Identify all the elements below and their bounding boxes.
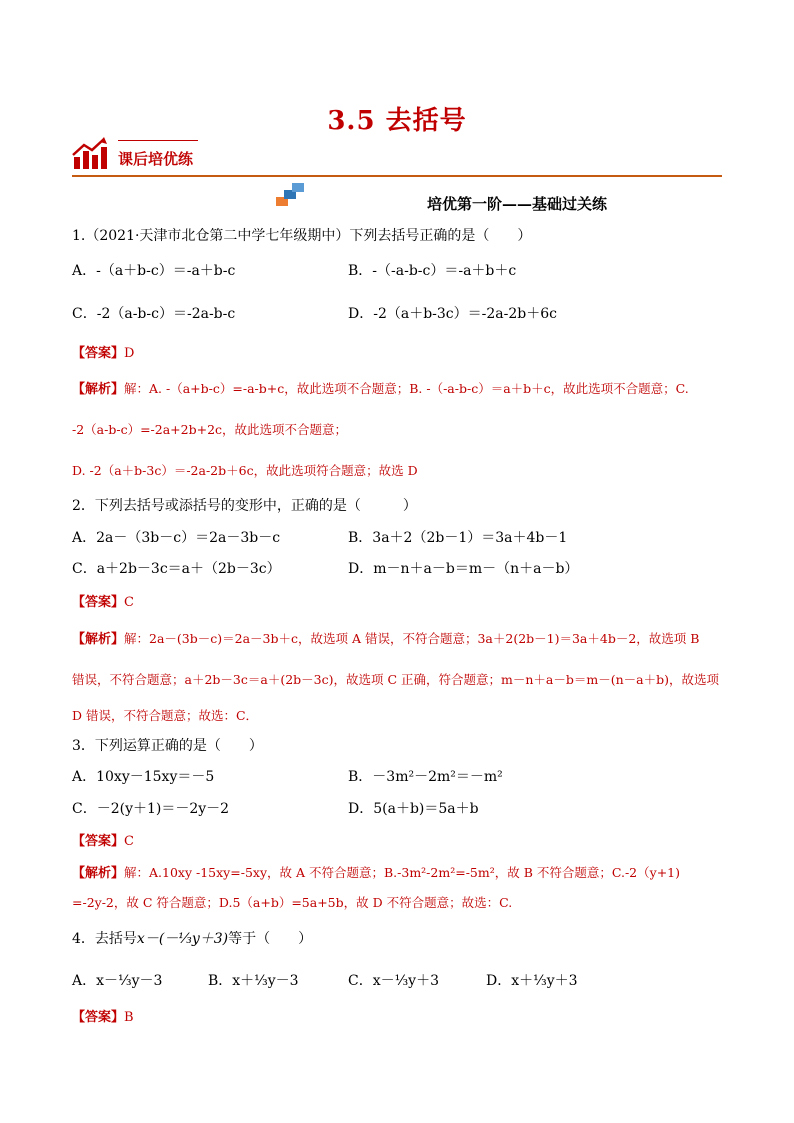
q3-option-d: D．5(a＋b)＝5a＋b xyxy=(348,801,479,817)
chart-arrow-icon xyxy=(72,137,108,171)
q3-explanation-text1: 解：A.10xy -15xy=-5xy，故 A 不符合题意；B.-3m²-2m²=-5m²，故 B 不符合题意；C.-2（y+1) xyxy=(124,865,681,880)
q1-explanation-line3: D. -2（a＋b-3c）＝-2a-2b＋6c，故此选项符合题意；故选 D xyxy=(72,463,418,478)
q1-option-b: B．-（-a-b-c）＝-a＋b＋c xyxy=(348,263,517,279)
answer-label: 【答案】 xyxy=(72,834,125,849)
q4-stem-expression: x－(－⅓y＋3) xyxy=(136,931,229,947)
q4-answer-value: B xyxy=(124,1010,134,1025)
sub-title: 培优第一阶——基础过关练 xyxy=(426,195,607,213)
answer-label: 【答案】 xyxy=(72,595,125,610)
answer-label: 【答案】 xyxy=(72,346,125,361)
q3-option-a: A．10xy－15xy＝－5 xyxy=(72,769,215,785)
explanation-label: 【解析】 xyxy=(72,382,125,397)
q1-option-c: C．-2（a-b-c）＝-2a-b-c xyxy=(72,306,236,322)
q2-option-a: A．2a－（3b－c）＝2a－3b－c xyxy=(72,530,281,546)
q1-explanation-line2: -2（a-b-c）=-2a+2b+2c，故此选项不合题意； xyxy=(72,422,348,437)
q3-explanation-line2: =-2y-2，故 C 符合题意；D.5（a+b）=5a+5b，故 D 不符合题意；故选：C. xyxy=(72,895,513,910)
q2-option-c: C．a＋2b－3c＝a＋（2b－3c） xyxy=(72,561,281,577)
section-label: 课后培优练 xyxy=(118,150,194,168)
answer-label: 【答案】 xyxy=(72,1010,125,1025)
q3-option-c: C．－2(y＋1)＝－2y－2 xyxy=(72,801,230,817)
q4-answer xyxy=(72,1006,134,1025)
q2-answer xyxy=(72,591,134,610)
q4-stem xyxy=(72,930,312,948)
section-divider-bottom xyxy=(72,175,722,177)
q1-explanation-line1 xyxy=(72,378,689,397)
q3-answer xyxy=(72,830,134,849)
q3-option-b: B．－3m²－2m²＝－m² xyxy=(348,769,503,785)
q2-explanation-line3: D 错误，不符合题意；故选：C． xyxy=(72,708,259,723)
q2-option-b: B．3a＋2（2b－1）＝3a＋4b－1 xyxy=(348,530,568,546)
q2-stem: 2．下列去括号或添括号的变形中，正确的是（ ） xyxy=(72,498,417,514)
section-divider-top xyxy=(118,140,198,141)
explanation-label: 【解析】 xyxy=(72,866,125,881)
q4-stem-post: 等于（ ） xyxy=(228,931,313,947)
q2-explanation-line1 xyxy=(72,628,699,647)
q4-option-b: B．x＋⅓y－3 xyxy=(208,973,299,989)
q3-stem: 3．下列运算正确的是（ ） xyxy=(72,738,263,754)
explanation-label: 【解析】 xyxy=(72,632,125,647)
q2-explanation-text1: 解：2a－(3b－c)＝2a－3b＋c，故选项 A 错误，不符合题意；3a＋2(2b－1)＝3a＋4b－2，故选项 B xyxy=(124,631,700,646)
q4-option-a: A．x－⅓y－3 xyxy=(72,973,163,989)
q1-answer-value: D xyxy=(124,346,135,361)
q4-option-d: D．x＋⅓y＋3 xyxy=(486,973,578,989)
q4-stem-pre: 4．去括号 xyxy=(72,931,137,947)
q1-explanation-text1: 解：A. -（a+b-c）=-a-b+c，故此选项不合题意；B. -（-a-b-c）＝a＋b＋c，故此选项不合题意；C. xyxy=(124,381,689,396)
q2-explanation-line2: 错误，不符合题意；a＋2b－3c＝a＋(2b－3c)，故选项 C 正确，符合题意；m－n＋a－b＝m－(n－a＋b)，故选项 xyxy=(72,672,719,687)
q1-stem: 1.（2021·天津市北仓第二中学七年级期中）下列去括号正确的是（ ） xyxy=(72,228,532,244)
page-title: 3.5 去括号 xyxy=(327,106,467,136)
q3-answer-value: C xyxy=(124,834,134,849)
q3-explanation-line1 xyxy=(72,862,680,881)
q1-option-d: D．-2（a＋b-3c）＝-2a-2b＋6c xyxy=(348,306,557,322)
q4-option-c: C．x－⅓y＋3 xyxy=(348,973,439,989)
q1-option-a: A．-（a＋b-c）＝-a＋b-c xyxy=(72,263,236,279)
q1-answer xyxy=(72,342,134,361)
q2-answer-value: C xyxy=(124,595,134,610)
q2-option-d: D．m－n＋a－b＝m－（n＋a－b） xyxy=(348,561,579,577)
